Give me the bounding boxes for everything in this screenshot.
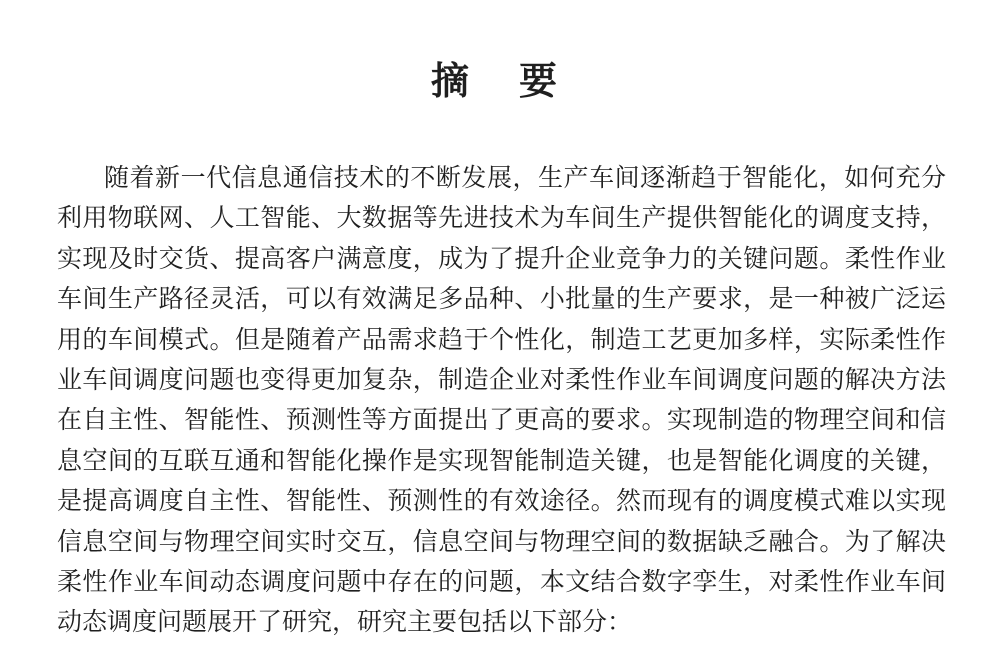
abstract-line: 用的车间模式。但是随着产品需求趋于个性化，制造工艺更加多样，实际柔性作 [57,326,946,354]
abstract-paragraph [57,159,946,644]
abstract-title: 摘 要 [430,61,563,103]
abstract-line: 随着新一代信息通信技术的不断发展，生产车间逐渐趋于智能化，如何充分 [104,165,946,192]
abstract-line: 息空间的互联互通和智能化操作是实现智能制造关键，也是智能化调度的关键， [57,447,946,475]
abstract-line: 在自主性、智能性、预测性等方面提出了更高的要求。实现制造的物理空间和信 [57,407,946,435]
abstract-line: 车间生产路径灵活，可以有效满足多品种、小批量的生产要求，是一种被广泛运 [57,286,946,314]
abstract-line: 业车间调度问题也变得更加复杂，制造企业对柔性作业车间调度问题的解决方法 [57,366,946,394]
abstract-line: 动态调度问题展开了研究，研究主要包括以下部分： [57,609,633,637]
abstract-line: 是提高调度自主性、智能性、预测性的有效途径。然而现有的调度模式难以实现 [57,488,946,516]
abstract-line: 利用物联网、人工智能、大数据等先进技术为车间生产提供智能化的调度支持， [57,205,946,233]
abstract-line: 信息空间与物理空间实时交互，信息空间与物理空间的数据缺乏融合。为了解决 [57,528,946,556]
abstract-line: 实现及时交货、提高客户满意度，成为了提升企业竞争力的关键问题。柔性作业 [57,245,946,273]
abstract-line: 柔性作业车间动态调度问题中存在的问题，本文结合数字孪生，对柔性作业车间 [57,568,946,596]
